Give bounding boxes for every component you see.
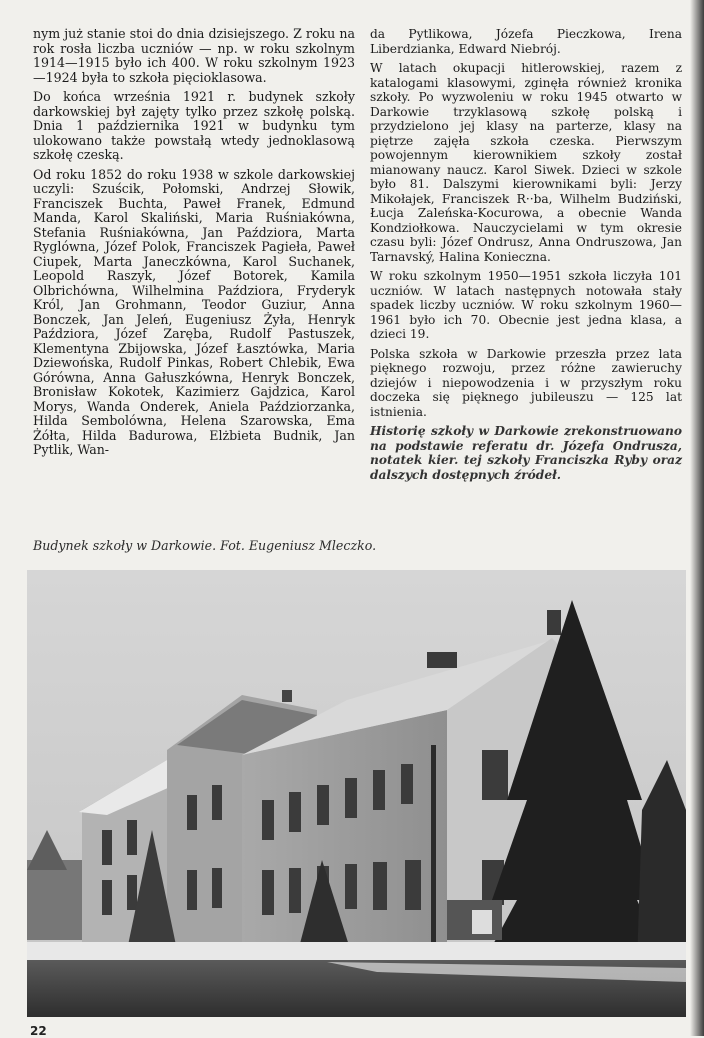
- paragraph: W latach okupacji hitlerowskiej, razem z katalogami klasowymi, zginęła również kronika szkoły. Po wyzwoleniu w roku 1945 otwarto w Darkowie trzyklasową szkołę polską i przydzielono jej klasy na parterze, klasy na piętrze zajęła szkoła czeska. Pierwszym powojennym kierownikiem szkoły został mianowany naucz. Karol Siwek. Dzieci w szkole było 81. Dalszymi kierownikami byli: Jerzy Mikołajek, Franciszek R··ba, Wilhelm Budziński, Łucja Zaleńska-Kocurowa, a obecnie Wanda Kondziołkowa. Nauczycielami w tym okresie czasu byli: Józef Ondrusz, Anna Ondruszowa, Jan Tarnavský, Halina Konieczna.: [370, 61, 682, 264]
- paragraph: Do końca września 1921 r. budynek szkoły darkowskiej był zajęty tylko przez szkołę polską. Dnia 1 października 1921 w budynku tym ulokowano także powstałą wtedy jednoklasową szkołę czeską.: [33, 89, 355, 162]
- paragraph: nym już stanie stoi do dnia dzisiejszego. Z roku na rok rosła liczba uczniów — np. w roku szkolnym 1914—1915 było ich 400. W roku szkolnym 1923—1924 była to szkoła pięcioklasowa.: [33, 26, 355, 85]
- paragraph: Polska szkoła w Darkowie przeszła przez lata pięknego rozwoju, przez różne zawieruchy dziejów i niepowodzenia i w przyszłym roku doczeka się pięknego jubileuszu — 125 lat istnienia.: [370, 346, 682, 419]
- left-text-column: [33, 27, 355, 463]
- paragraph: Od roku 1852 do roku 1938 w szkole darkowskiej uczyli: Szuścik, Połomski, Andrzej Słowik, Franciszek Buchta, Paweł Franek, Edmund Manda, Karol Skaliński, Maria Ruśniakówna, Stefania Ruśniakówna, Jan Paździora, Marta Ryglówna, Józef Polok, Franciszek Pagieła, Paweł Ciupek, Marta Janeczkówna, Karol Suchanek, Leopold Raszyk, Józef Botorek, Kamila Olbrichówna, Wilhelmina Paździora, Fryderyk Król, Jan Grohmann, Teodor Guziur, Anna Bonczek, Jan Jeleń, Eugeniusz Żyła, Henryk Paździora, Józef Zaręba, Rudolf Pastuszek, Klementyna Zbijowska, Józef Łasztówka, Maria Dziewońska, Rudolf Pinkas, Robert Chlebik, Ewa Górówna, Anna Gałuszkówna, Henryk Bonczek, Bronisław Kokotek, Kazimierz Gajdzica, Karol Morys, Wanda Onderek, Aniela Paździorzanka, Hilda Sembolówna, Helena Szarowska, Ema Żółta, Hilda Badurowa, Elżbieta Budnik, Jan Pytlik, Wan-: [33, 166, 355, 457]
- right-text-column: [370, 27, 682, 487]
- source-note: Historię szkoły w Darkowie zrekonstruowano na podstawie referatu dr. Józefa Ondrusza, notatek kier. tej szkoły Franciszka Ryby oraz dalszych dostępnych źródeł.: [370, 424, 682, 482]
- page-edge-shadow: [690, 0, 704, 1036]
- page-number: 22: [30, 1024, 47, 1038]
- school-building-photo: [27, 570, 686, 1017]
- paragraph: W roku szkolnym 1950—1951 szkoła liczyła 101 uczniów. W latach następnych notowała stały spadek liczby uczniów. W roku szkolnym 1960—1961 było ich 70. Obecnie jest jedna klasa, a dzieci 19.: [370, 269, 682, 341]
- photo-caption: Budynek szkoły w Darkowie. Fot. Eugeniusz Mleczko.: [33, 538, 377, 553]
- paragraph: da Pytlikowa, Józefa Pieczkowa, Irena Liberdzianka, Edward Niebrój.: [370, 27, 682, 56]
